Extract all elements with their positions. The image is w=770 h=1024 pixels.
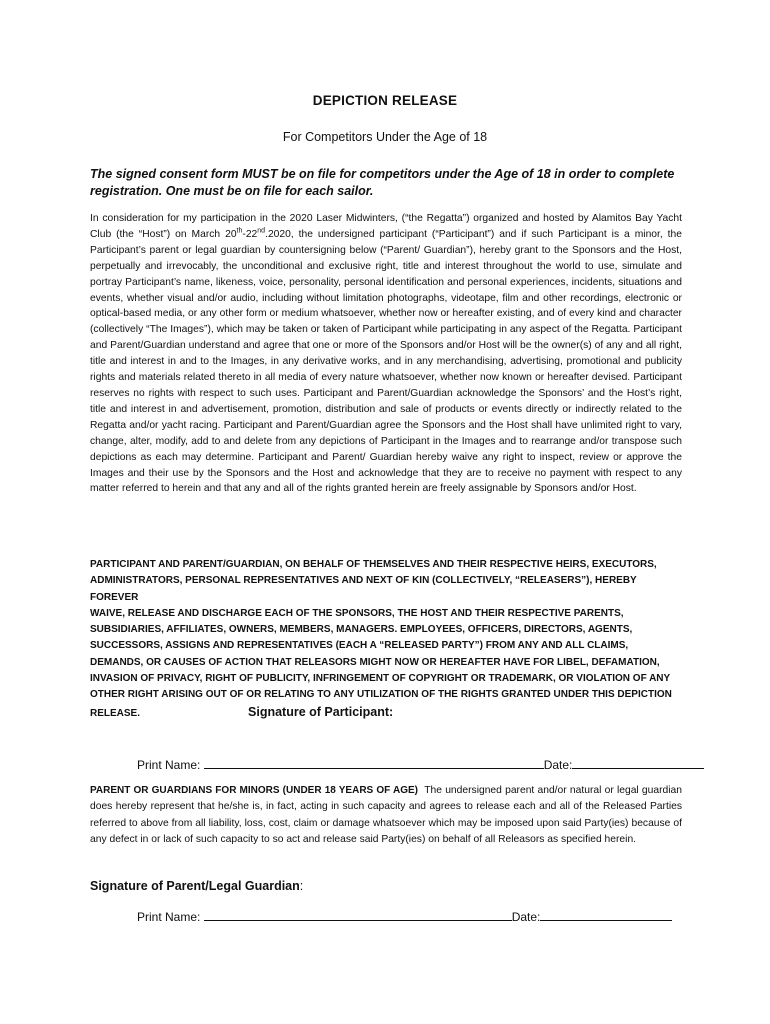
participant-print-name-row: [137, 757, 682, 772]
release-line-2: WAIVE, RELEASE AND DISCHARGE EACH OF THE SPONSORS, THE HOST AND THEIR RESPECTIVE PARENTS, SUBSIDIARIES, AFFILIATES, OWNERS, MEMBERS, MANAGERS. EMPLOYEES, OFFICERS, DIRECTORS, AGENTS, SUCCESSORS, ASSIGNS AND REPRESENTATIVES (EACH A “RELEASED PARTY”) FROM ANY AND ALL CLAIMS, DEMANDS, OR CAUSES OF ACTION THAT RELEASORS MIGHT NOW OR HEREAFTER HAVE FOR LIBEL, DEFAMATION,: [90, 607, 660, 668]
body-part-3: .2020, the undersigned participant (“Participant”) and if such Participant is a minor, the Participant’s parent or legal guardian by countersigning below (“Parent/ Guardian”), hereby grant to the Sponsors and the Host, perpetually and irrevocably, the unconditional and exclusive right, title and interest throughout the world to use, simulate and portray Participant’s name, likeness, voice, personality, personal identification and personal experiences, incidents, situations and events, whether visual and/or audio, including without limitation photographs, videotape, film and other recordings, electronic or optical-based media, or any other form or medium whatsoever, whether now or hereafter existing, and of every kind and character (collectively “The Images”), which may be taken or taken of Participant while participating in any aspect of the Regatta. Participant and Parent/Guardian understand and agree that one or more of the Sponsors and/or Host will be the owner(s) of any and all right, title and interest in and to the Images, in any derivative works, and in any merchandising, advertising, promotional and publicity rights and materials related thereto in all media of every nature whatsoever, whether now known or hereafter devised. Participant reserves no rights with respect to such uses. Participant and Parent/Guardian acknowledge the Sponsors’ and the Host’s right, title and interest in and advertisement, promotion, distribution and sale of products or events directly or indirectly related to the Regatta and/or yacht racing. Participant and Parent/Guardian agree the Sponsors and the Host shall have unlimited right to vary, change, alter, modify, add to and delete from any depictions of Participant in the Images and to rearrange and/or transpose such depictions as each may determine. Participant and Parent/ Guardian hereby waive any right to inspect, review or approve the Images and their use by the Sponsors and the Host and acknowledge that they are to receive no payment with respect to any matter referred to herein and that any and all of the rights granted herein are freely assignable by Sponsors and/or Host.: [90, 228, 682, 495]
guardian-heading: PARENT OR GUARDIANS FOR MINORS (UNDER 18 YEARS OF AGE): [90, 785, 418, 796]
document-subtitle: For Competitors Under the Age of 18: [282, 130, 488, 144]
guardian-signature-colon: :: [299, 879, 304, 893]
release-line-1: PARTICIPANT AND PARENT/GUARDIAN, ON BEHALF OF THEMSELVES AND THEIR RESPECTIVE HEIRS, EXECUTORS, ADMINISTRATORS, PERSONAL REPRESENTATIVES AND NEXT OF KIN (COLLECTIVELY, “RELEASERS”), HEREBY FOREVER: [90, 559, 657, 603]
participant-date-label: Date:: [543, 758, 573, 772]
participant-print-name-field[interactable]: [204, 757, 544, 769]
body-sup-1: th: [236, 227, 243, 235]
guardian-print-name-field[interactable]: [204, 909, 512, 921]
guardian-print-name-label: Print Name:: [137, 910, 201, 924]
guardian-text: The undersigned parent and/or natural or legal guardian does hereby represent that he/she is, in fact, acting in such capacity and agrees to release each and all of the Released Parties referred to above from all liability, loss, cost, claim or damage whatsoever which may be imposed upon said Party(ies) because of any defect in or lack of such capacity to so act and release said Party(ies) on behalf of all Releasors as specified herein.: [90, 785, 683, 846]
release-line-3-text: INVASION OF PRIVACY, RIGHT OF PUBLICITY, INFRINGEMENT OF COPYRIGHT OR TRADEMARK, OR VIOLATION OF ANY OTHER RIGHT ARISING OUT OF OR RELATING TO ANY UTILIZATION OF THE RIGHTS GRANTED UNDER THIS DEPICTION RELEASE.: [90, 673, 672, 719]
guardian-date-label: Date:: [511, 910, 541, 924]
consideration-paragraph: [90, 211, 682, 497]
body-sup-2: nd: [257, 227, 266, 235]
guardian-date-field[interactable]: [540, 909, 672, 921]
guardian-signature-label: Signature of Parent/Legal Guardian: [90, 879, 300, 893]
participant-signature-label: Signature of Participant:: [248, 704, 394, 719]
participant-print-name-label: Print Name:: [137, 758, 201, 772]
release-paragraph: [90, 557, 682, 722]
document-title: DEPICTION RELEASE: [312, 93, 458, 108]
participant-date-field[interactable]: [572, 757, 704, 769]
guardian-paragraph: [90, 783, 682, 849]
guardian-signature-label-row: [90, 879, 303, 893]
guardian-print-name-row: [137, 909, 682, 924]
release-line-3: [90, 671, 682, 722]
body-part-1: In consideration for my participation in the 2020 Laser Midwinters, (“the Regatta”) organized and hosted by Alamitos Bay Yacht Club (the “Host”) on March 20: [90, 213, 682, 240]
body-part-2: -22: [242, 228, 258, 240]
consent-notice: The signed consent form MUST be on file for competitors under the Age of 18 in order to complete registration. One must be on file for each sailor.: [90, 167, 675, 198]
